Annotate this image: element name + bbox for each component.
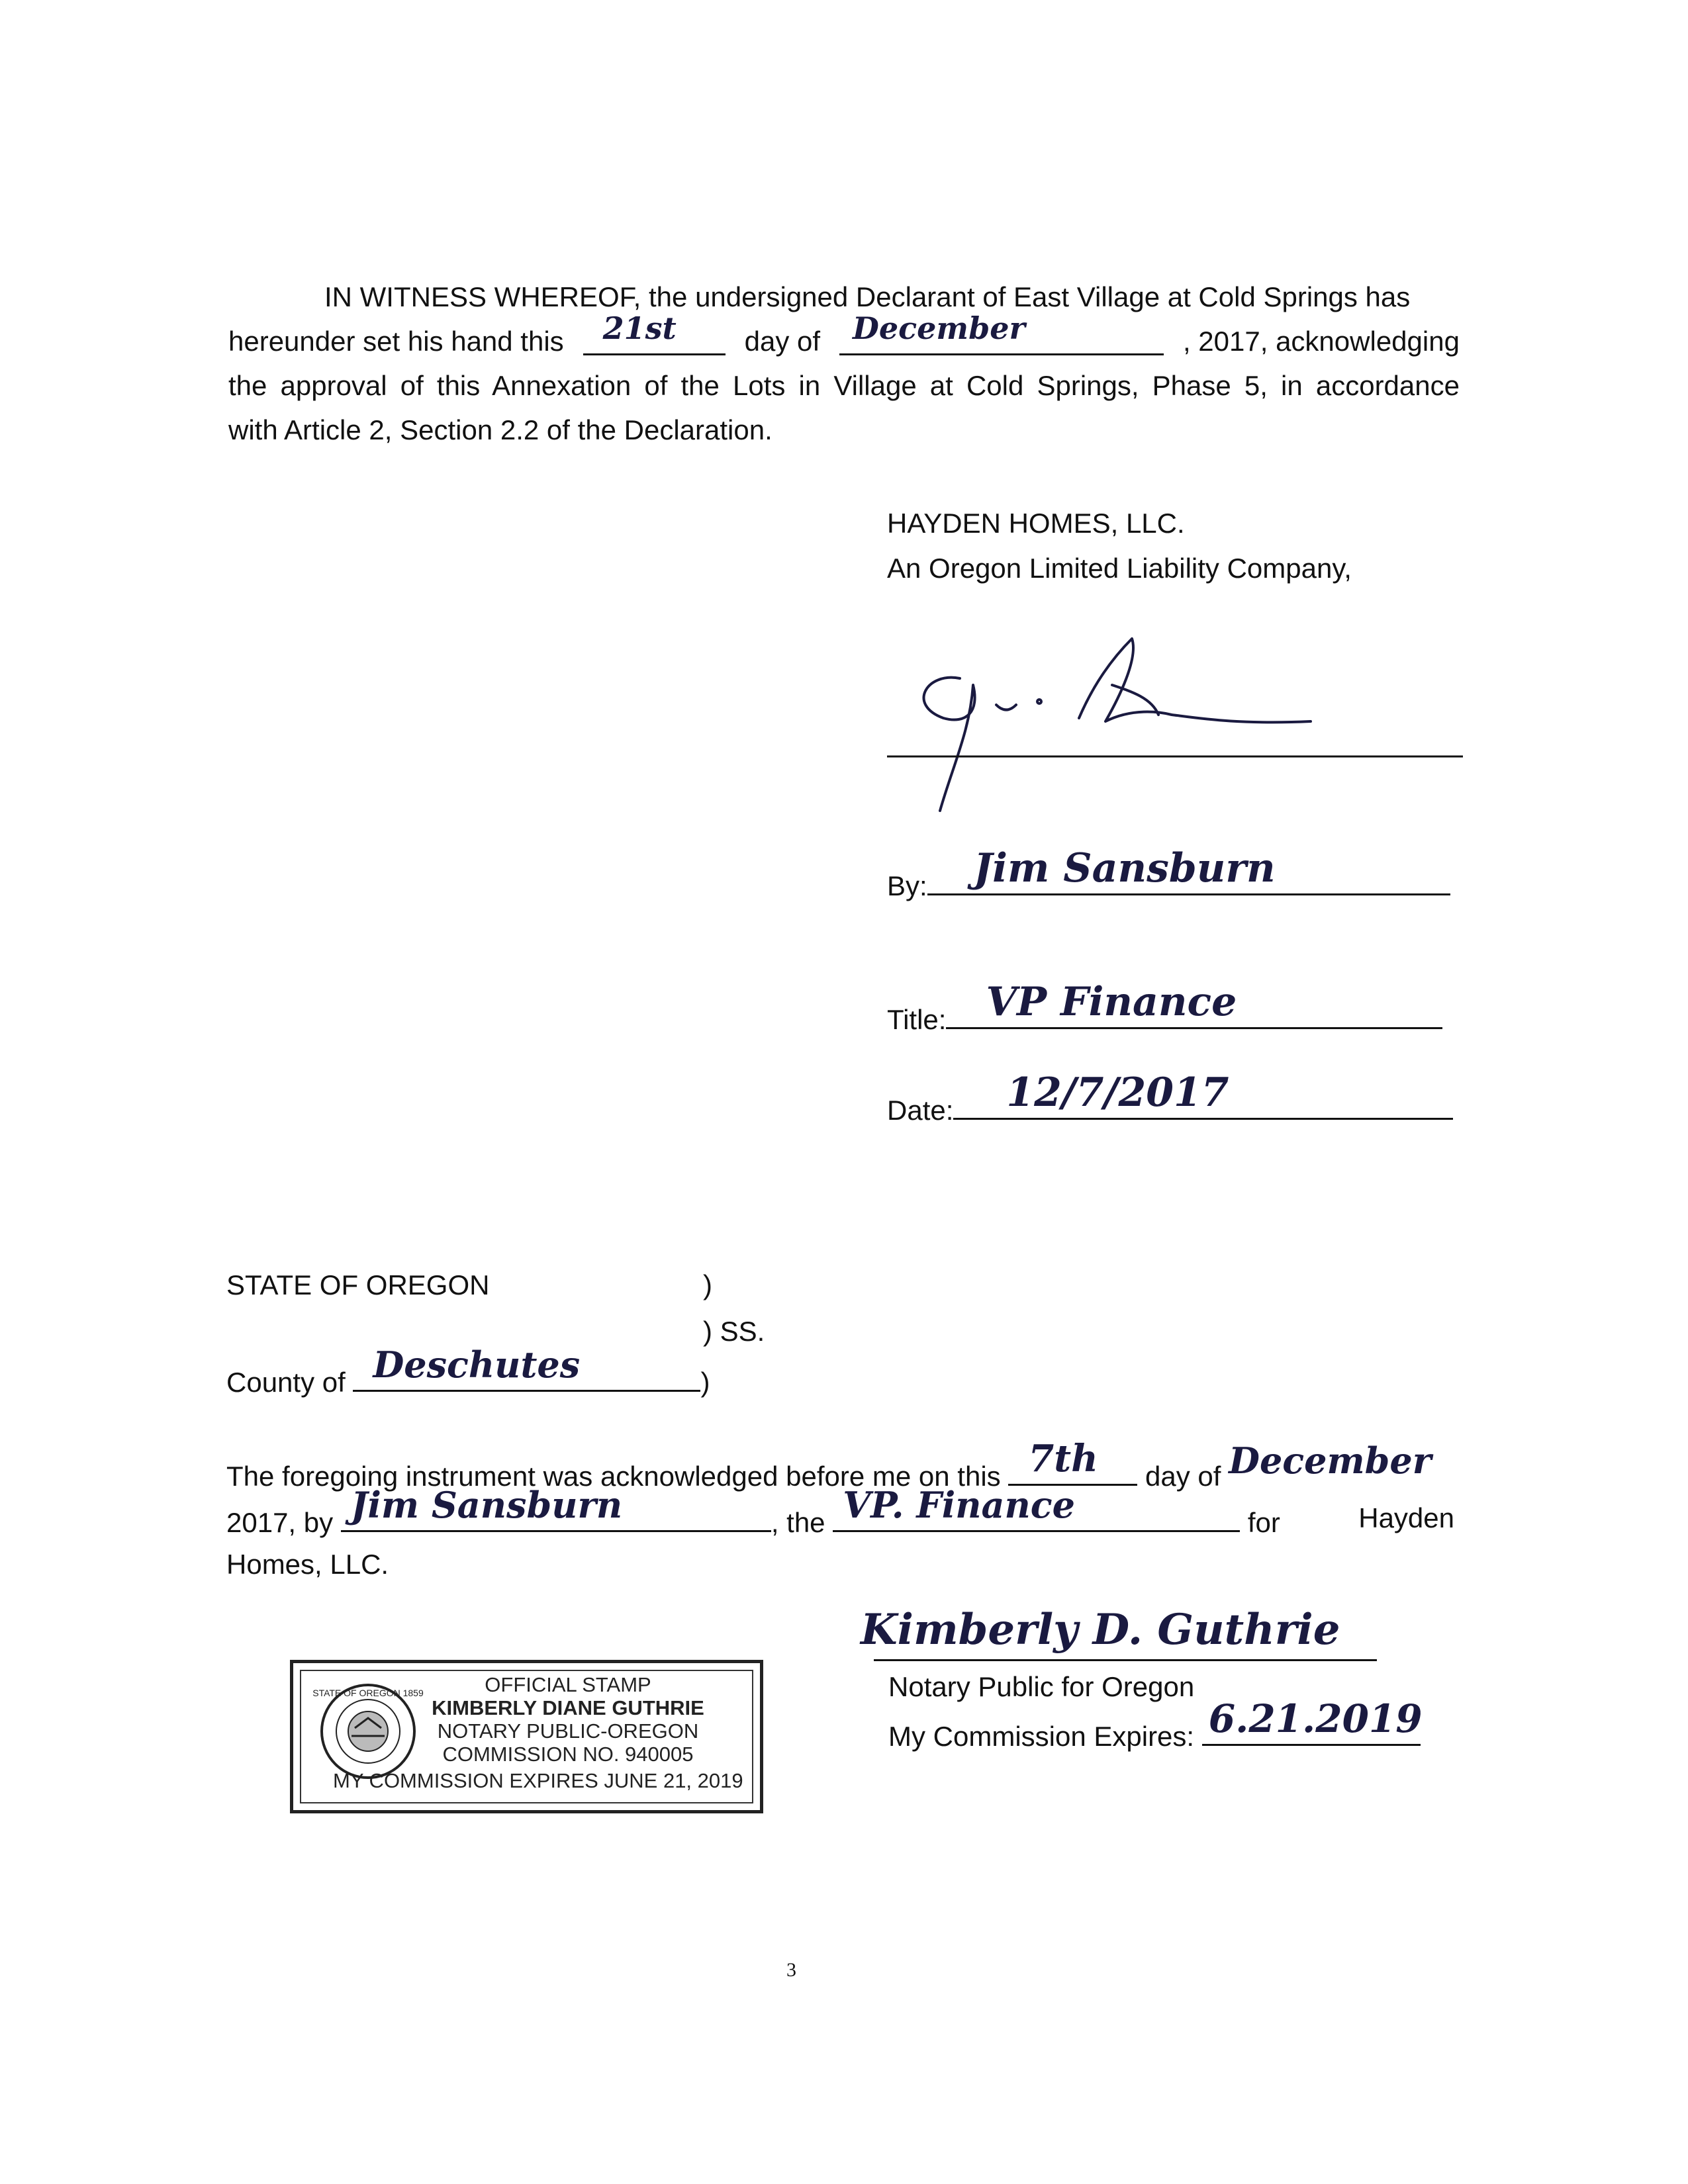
notary-signature-handwritten: Kimberly D. Guthrie (861, 1605, 1340, 1655)
by-handwritten: Jim Sansburn (973, 845, 1276, 891)
ack-part-6: Hayden (1358, 1502, 1454, 1533)
by-label: By: (887, 870, 927, 901)
title-blank (946, 979, 1442, 1029)
date-handwritten: 12/7/2017 (1006, 1069, 1229, 1116)
stamp-line-2: KIMBERLY DIANE GUTHRIE (432, 1696, 704, 1719)
ack-part-5: for (1247, 1507, 1280, 1538)
county-label: County of (226, 1367, 346, 1398)
official-stamp (290, 1660, 763, 1813)
venue-paren-3: ) (700, 1367, 710, 1398)
signature-jim-sansburn (880, 632, 1463, 817)
notary-expires-blank (1202, 1696, 1423, 1746)
witness-month-blank (839, 310, 1164, 355)
witness-line-1: IN WITNESS WHEREOF, the undersigned Declarant of East Village at Cold Springs has (324, 281, 1411, 312)
by-field (887, 845, 1450, 909)
witness-day-handwritten: 21st (602, 310, 677, 346)
venue-state: STATE OF OREGON (226, 1269, 490, 1300)
date-field (887, 1069, 1453, 1133)
notary-expires (888, 1696, 1423, 1759)
stamp-line-3: NOTARY PUBLIC-OREGON (437, 1719, 699, 1743)
notary-signature-line (874, 1659, 1377, 1661)
stamp-line-1: OFFICIAL STAMP (485, 1673, 651, 1696)
ack-month-blank (1229, 1439, 1447, 1486)
ack-part-2: day of (1145, 1461, 1221, 1492)
ack-month-handwritten: December (1229, 1439, 1432, 1482)
by-blank (927, 845, 1450, 895)
date-blank (953, 1069, 1453, 1120)
title-label: Title: (887, 1004, 947, 1035)
ack-part-1: The foregoing instrument was acknowledged before me on this (226, 1461, 1001, 1492)
title-handwritten: VP Finance (986, 979, 1237, 1025)
witness-text-c: , 2017, acknowledging (1182, 326, 1460, 357)
ack-name-handwritten: Jim Sansburn (350, 1484, 623, 1526)
ack-title-handwritten: VP. Finance (843, 1484, 1075, 1526)
witness-text-a: hereunder set his hand this (228, 326, 564, 357)
ack-line-3: Homes, LLC. (226, 1549, 389, 1580)
state-seal-icon (312, 1682, 424, 1781)
venue-paren-1: ) (703, 1269, 712, 1300)
venue-ss: ) SS. (703, 1316, 765, 1347)
county-handwritten: Deschutes (373, 1343, 581, 1386)
notary-expires-handwritten: 6.21.2019 (1208, 1696, 1423, 1741)
ack-title-blank (833, 1484, 1240, 1532)
notary-title: Notary Public for Oregon (888, 1671, 1195, 1702)
stamp-line-5: MY COMMISSION EXPIRES JUNE 21, 2019 (333, 1769, 743, 1792)
notary-signature (861, 1602, 1456, 1668)
ack-line-2 (226, 1484, 1454, 1545)
venue-county (226, 1343, 710, 1405)
title-field (887, 979, 1442, 1042)
ack-part-3: 2017, by (226, 1507, 334, 1538)
page-number: 3 (786, 1959, 796, 1981)
witness-month-handwritten: December (853, 310, 1025, 346)
company-name: HAYDEN HOMES, LLC. (887, 508, 1185, 539)
witness-day-blank (583, 310, 726, 355)
company-description: An Oregon Limited Liability Company, (887, 553, 1352, 584)
witness-line-2 (228, 310, 1460, 364)
stamp-line-4: COMMISSION NO. 940005 (442, 1743, 694, 1766)
notary-expires-label: My Commission Expires: (888, 1721, 1195, 1752)
ack-day-blank (1008, 1437, 1137, 1486)
witness-text-b: day of (744, 326, 821, 357)
witness-line-4: with Article 2, Section 2.2 of the Declaration. (228, 414, 773, 445)
ack-part-4: , the (771, 1507, 825, 1538)
date-label: Date: (887, 1095, 954, 1126)
seal-text: STATE OF OREGON 1859 (312, 1688, 424, 1698)
witness-line-3: the approval of this Annexation of the Lots in Village at Cold Springs, Phase 5, in accordance (228, 370, 1460, 401)
ack-day-handwritten: 7th (1028, 1437, 1098, 1480)
county-blank (353, 1343, 700, 1392)
ack-name-blank (341, 1484, 771, 1532)
